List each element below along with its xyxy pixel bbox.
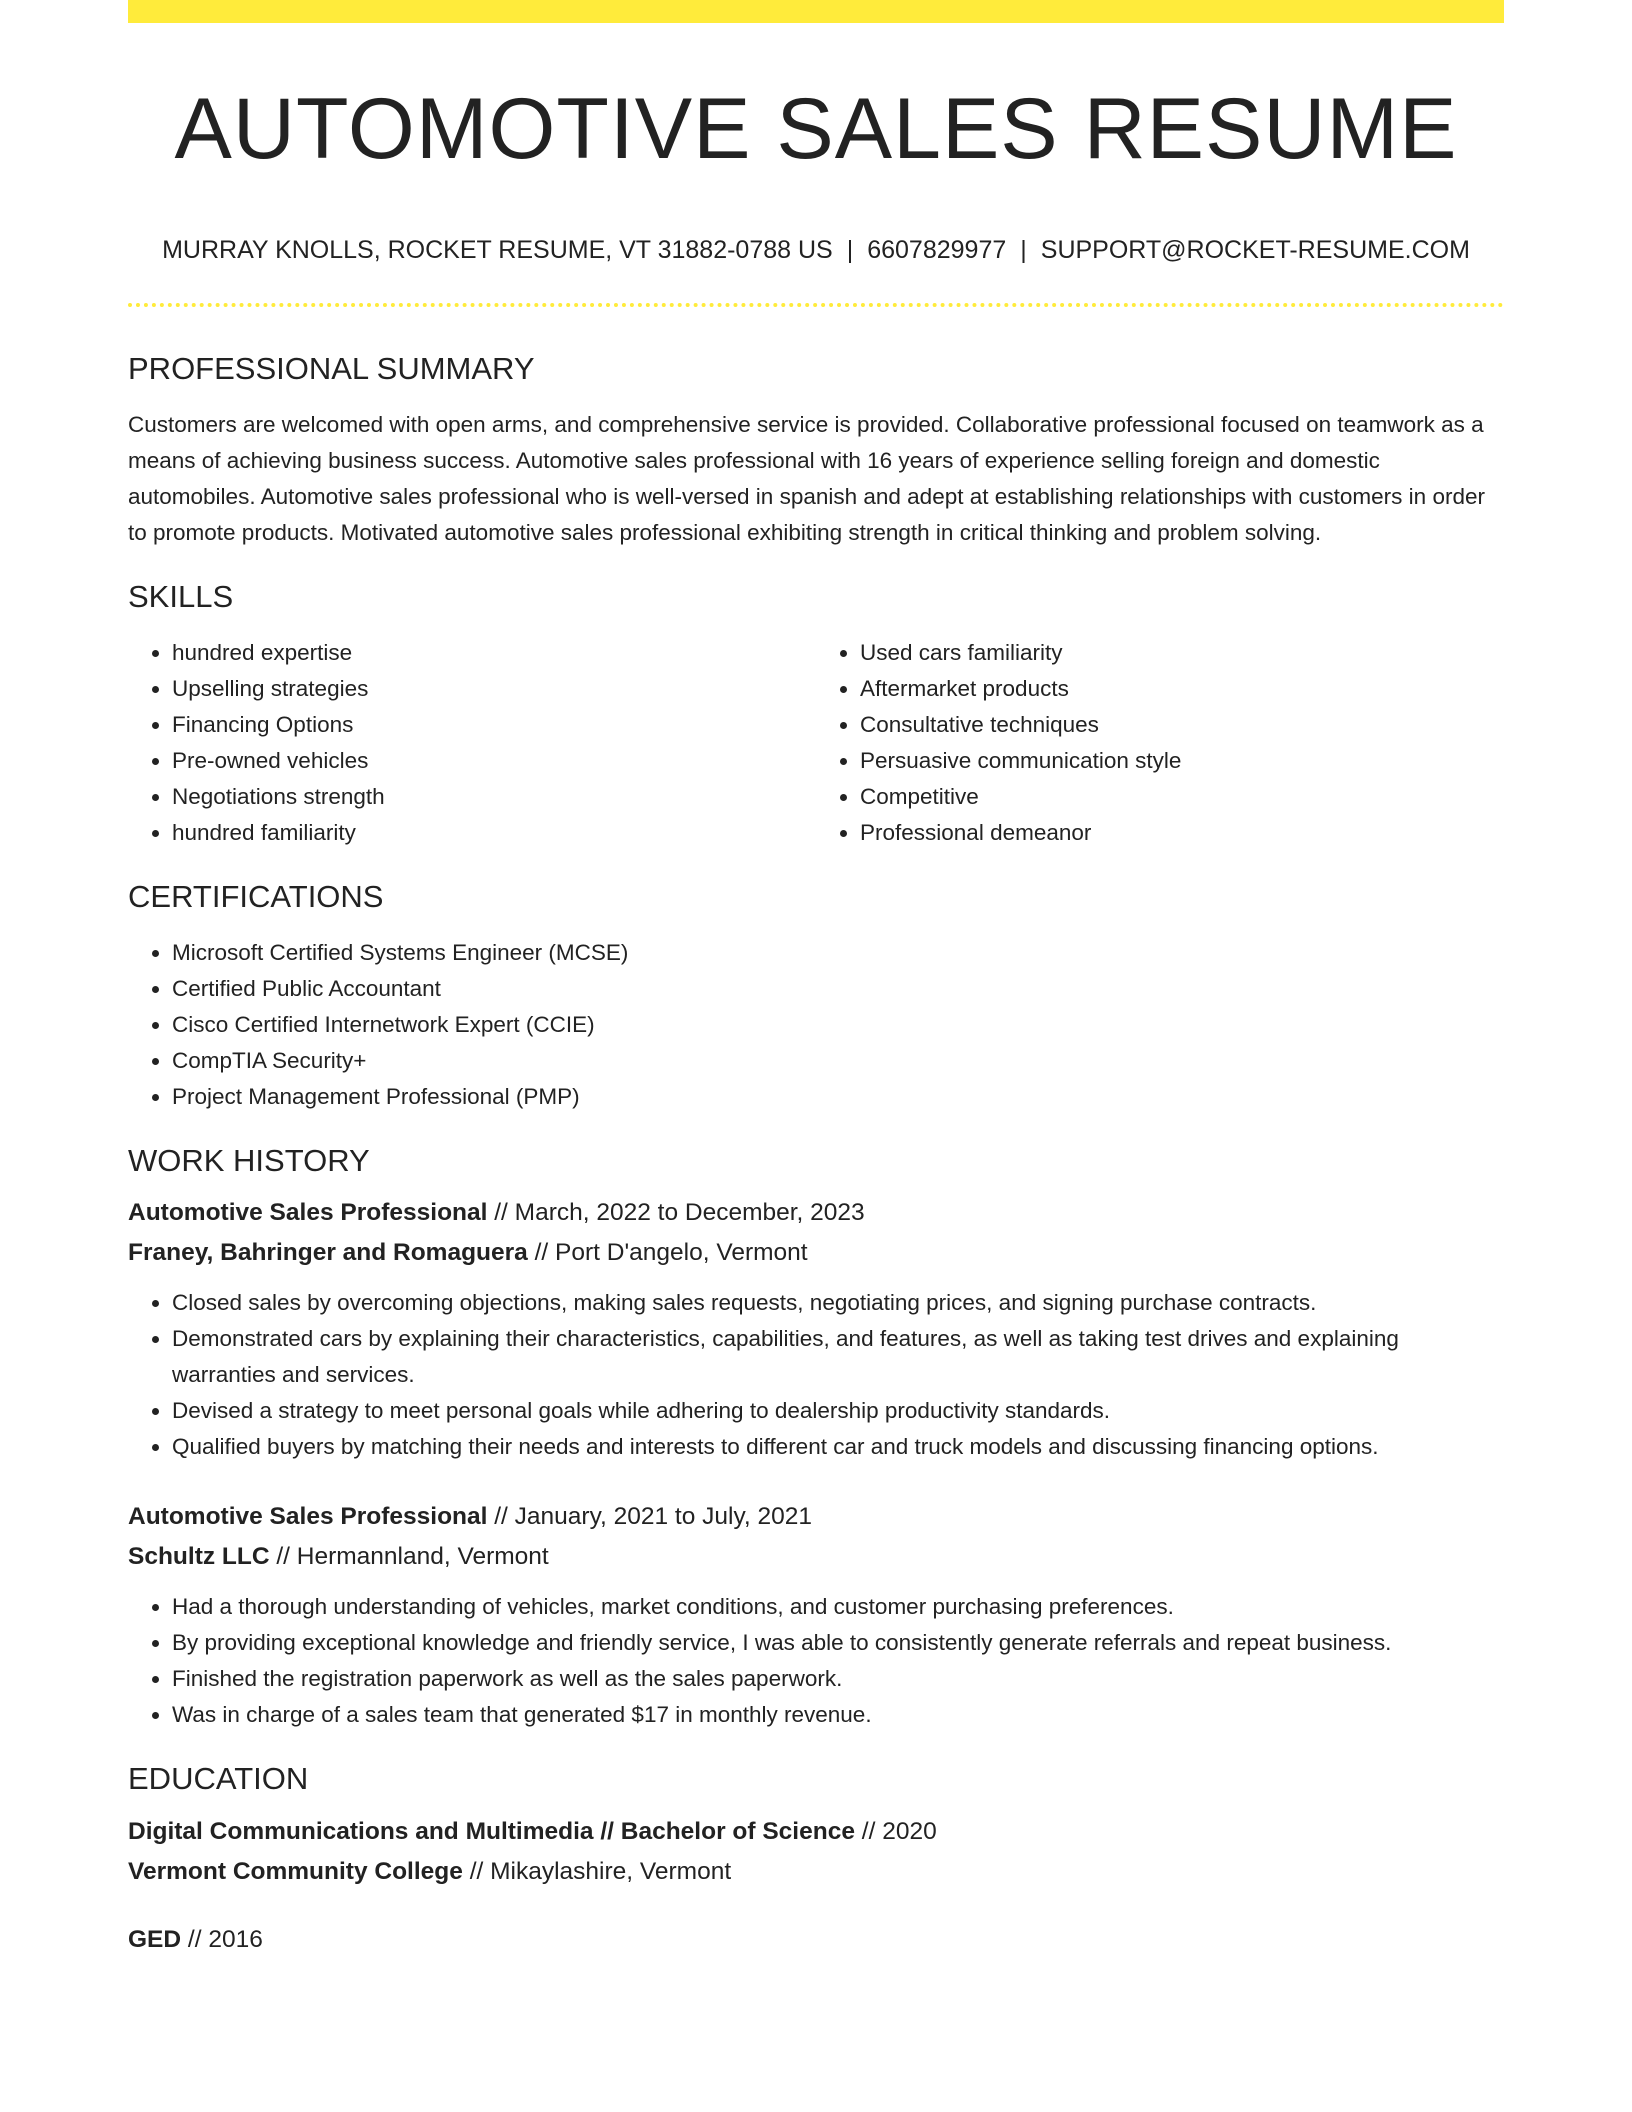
job-bullet: • Was in charge of a sales team that generated $17 in monthly revenue.: [172, 1697, 1504, 1733]
job-entry: [128, 1497, 1504, 1733]
job-company-line: [128, 1537, 1504, 1577]
skill-item: • hundred familiarity: [172, 815, 816, 851]
job-bullet: • Finished the registration paperwork as well as the sales paperwork.: [172, 1661, 1504, 1697]
job-title-line: [128, 1497, 1504, 1537]
skills-grid: [128, 635, 1504, 851]
education-school-line: [128, 1852, 1504, 1892]
contact-phone[interactable]: 6607829977: [867, 235, 1007, 264]
job-location: // Port D'angelo, Vermont: [527, 1239, 808, 1267]
job-bullet: • Closed sales by overcoming objections, making sales requests, negotiating prices, and signing purchase contracts.: [172, 1285, 1504, 1321]
skill-item: • hundred expertise: [172, 635, 816, 671]
job-entry: [128, 1193, 1504, 1465]
certifications-heading: CERTIFICATIONS: [128, 878, 384, 914]
education-entry: [128, 1812, 1504, 1892]
contact-line: [128, 235, 1504, 265]
education-degree-line: [128, 1920, 1504, 1960]
skills-list-left: [128, 635, 816, 851]
contact-email[interactable]: SUPPORT@ROCKET-RESUME.COM: [1040, 235, 1470, 264]
skill-item: • Professional demeanor: [860, 815, 1504, 851]
job-bullet: • By providing exceptional knowledge and friendly service, I was able to consistently generate referrals and repeat business.: [172, 1625, 1504, 1661]
job-bullet: • Had a thorough understanding of vehicles, market conditions, and customer purchasing preferences.: [172, 1589, 1504, 1625]
skills-heading: SKILLS: [128, 578, 234, 614]
top-accent-bar: [128, 0, 1504, 23]
skill-item: • Upselling strategies: [172, 671, 816, 707]
job-company-line: [128, 1233, 1504, 1273]
education-heading: EDUCATION: [128, 1761, 309, 1797]
job-title: Automotive Sales Professional: [128, 1199, 488, 1227]
skill-item: • Consultative techniques: [860, 707, 1504, 743]
skill-item: • Financing Options: [172, 707, 816, 743]
skill-item: • Aftermarket products: [860, 671, 1504, 707]
contact-separator: |: [1020, 235, 1027, 264]
job-company: Franey, Bahringer and Romaguera: [128, 1239, 528, 1267]
education-entry: [128, 1920, 1504, 1960]
skill-item: • Competitive: [860, 779, 1504, 815]
job-title: Automotive Sales Professional: [128, 1503, 488, 1531]
job-bullets: [128, 1285, 1504, 1465]
education-year: // 2016: [181, 1925, 263, 1953]
header-divider: [128, 303, 1504, 307]
education-degree: Digital Communications and Multimedia // Bachelor of Science: [128, 1817, 855, 1845]
contact-address: MURRAY KNOLLS, ROCKET RESUME, VT 31882-0788 US: [162, 235, 833, 264]
certification-item: • Microsoft Certified Systems Engineer (MCSE): [172, 935, 1504, 971]
contact-separator: |: [846, 235, 854, 264]
resume-page: [128, 0, 1504, 1960]
education-location: // Mikaylashire, Vermont: [462, 1857, 732, 1885]
work-history-heading: WORK HISTORY: [128, 1143, 370, 1179]
certification-item: • Certified Public Accountant: [172, 971, 1504, 1007]
job-bullets: [128, 1589, 1504, 1733]
job-bullet: • Qualified buyers by matching their needs and interests to different car and truck models and discussing financing options.: [172, 1429, 1504, 1465]
job-company: Schultz LLC: [128, 1543, 270, 1571]
skill-item: • Pre-owned vehicles: [172, 743, 816, 779]
education-school: Vermont Community College: [128, 1857, 463, 1885]
job-dates: // March, 2022 to December, 2023: [487, 1199, 865, 1227]
skill-item: • Persuasive communication style: [860, 743, 1504, 779]
job-location: // Hermannland, Vermont: [269, 1543, 549, 1571]
job-title-line: [128, 1193, 1504, 1233]
resume-title: AUTOMOTIVE SALES RESUME: [174, 81, 1458, 177]
education-degree-line: [128, 1812, 1504, 1852]
skills-list-right: [816, 635, 1504, 851]
job-dates: // January, 2021 to July, 2021: [487, 1503, 813, 1531]
certification-item: • Project Management Professional (PMP): [172, 1079, 1504, 1115]
skill-item: • Used cars familiarity: [860, 635, 1504, 671]
job-bullet: • Devised a strategy to meet personal goals while adhering to dealership productivity standards.: [172, 1393, 1504, 1429]
education-year: // 2020: [854, 1817, 937, 1845]
certifications-list: [128, 935, 1504, 1115]
summary-heading: PROFESSIONAL SUMMARY: [128, 350, 535, 386]
certification-item: • Cisco Certified Internetwork Expert (CCIE): [172, 1007, 1504, 1043]
summary-text: Customers are welcomed with open arms, and comprehensive service is provided. Collaborative professional focused on teamwork as a means of achieving business success. Automotive sales professional with 16 years of experience selling foreign and domestic automobiles. Automotive sales professional who is well-versed in spanish and adept at establishing relationships with customers in order to promote products. Motivated automotive sales professional exhibiting strength in critical thinking and problem solving.: [128, 411, 1485, 545]
skill-item: • Negotiations strength: [172, 779, 816, 815]
job-bullet: • Demonstrated cars by explaining their characteristics, capabilities, and features, as well as taking test drives and explaining warranties and services.: [172, 1321, 1504, 1393]
certification-item: • CompTIA Security+: [172, 1043, 1504, 1079]
education-degree: GED: [128, 1925, 182, 1953]
